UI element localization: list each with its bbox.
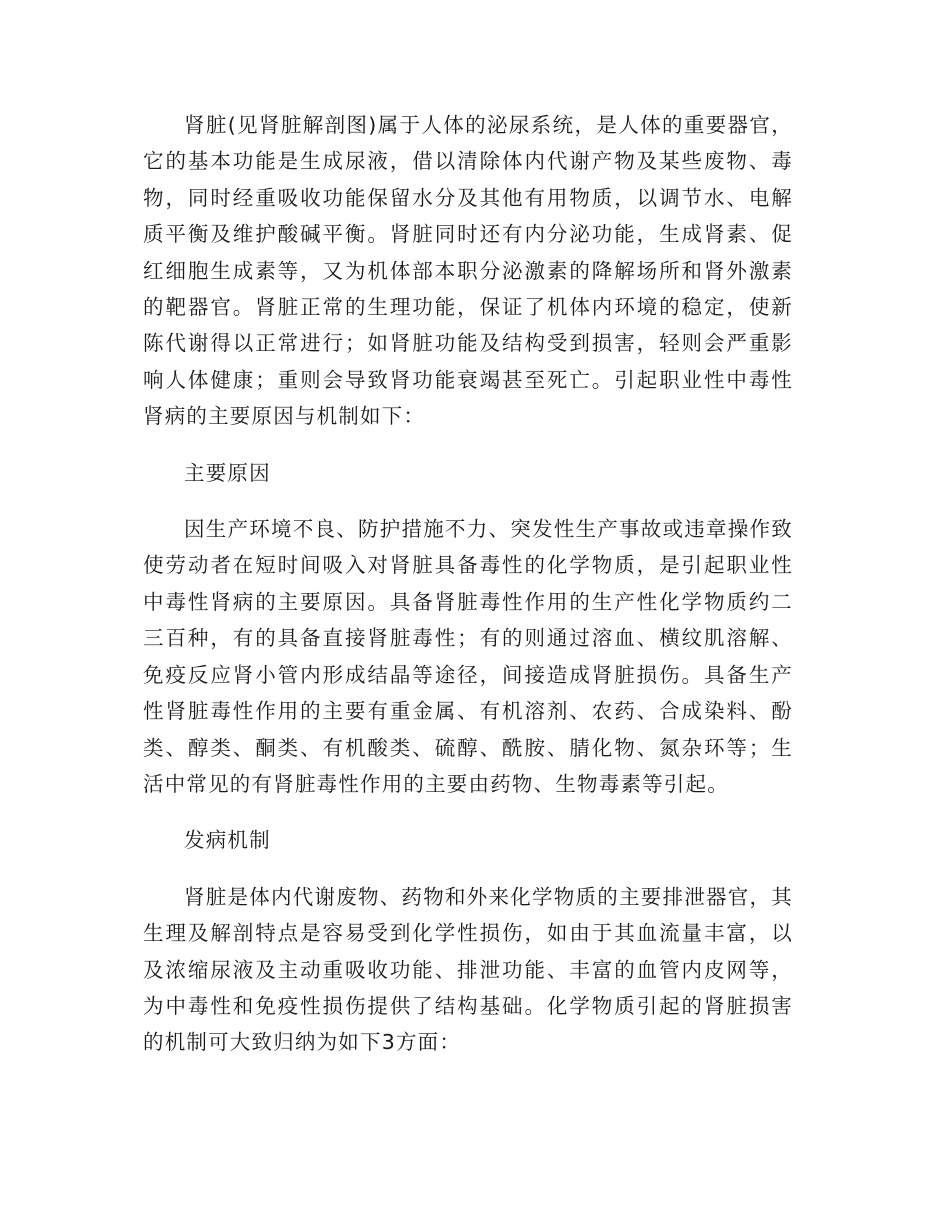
- pathogenesis-paragraph: 肾脏是体内代谢废物、药物和外来化学物质的主要排泄器官，其生理及解剖特点是容易受到化学性损伤，如由于其血流量丰富，以及浓缩尿液及主动重吸收功能、排泄功能、丰富的血管内皮网等，为中毒性和免疫性损伤提供了结构基础。化学物质引起的肾脏损害的机制可大致归纳为如下3方面：: [143, 884, 793, 1055]
- main-causes-paragraph: 因生产环境不良、防护措施不力、突发性生产事故或违章操作致使劳动者在短时间吸入对肾脏具备毒性的化学物质，是引起职业性中毒性肾病的主要原因。具备肾脏毒性作用的生产性化学物质约二三百种，有的具备直接肾脏毒性；有的则通过溶血、横纹肌溶解、免疫反应肾小管内形成结晶等途径，间接造成肾脏损伤。具备生产性肾脏毒性作用的主要有重金属、有机溶剂、农药、合成染料、酚类、醇类、酮类、有机酸类、硫醇、酰胺、腈化物、氮杂环等；生活中常见的有肾脏毒性作用的主要由药物、生物毒素等引起。: [143, 517, 793, 796]
- intro-paragraph: 肾脏(见肾脏解剖图)属于人体的泌尿系统，是人体的重要器官，它的基本功能是生成尿液，借以清除体内代谢产物及某些废物、毒物，同时经重吸收功能保留水分及其他有用物质，以调节水、电解质平衡及维护酸碱平衡。肾脏同时还有内分泌功能，生成肾素、促红细胞生成素等，又为机体部本职分泌激素的降解场所和肾外激素的靶器官。肾脏正常的生理功能，保证了机体内环境的稳定，使新陈代谢得以正常进行；如肾脏功能及结构受到损害，轻则会严重影响人体健康；重则会导致肾功能衰竭甚至死亡。引起职业性中毒性肾病的主要原因与机制如下：: [143, 113, 793, 429]
- section-heading-pathogenesis: 发病机制: [184, 828, 271, 853]
- section-heading-main-causes: 主要原因: [184, 460, 271, 485]
- document-body: [143, 107, 793, 1081]
